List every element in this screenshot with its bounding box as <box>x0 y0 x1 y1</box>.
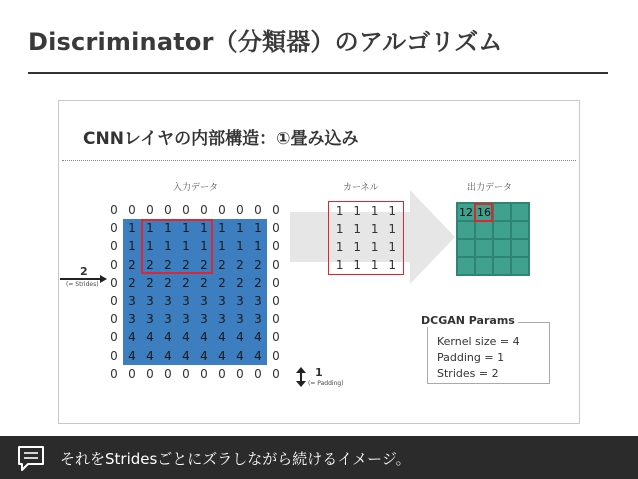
kernel-cell: 1 <box>370 258 379 272</box>
input-cell: 0 <box>218 366 226 381</box>
output-label: 出力データ <box>467 183 513 193</box>
output-cell <box>511 239 529 257</box>
input-cell: 0 <box>128 203 136 218</box>
kernel-cell: 1 <box>388 258 397 272</box>
input-cell: 0 <box>182 203 190 218</box>
input-cell: 2 <box>177 274 195 292</box>
input-cell: 4 <box>213 347 231 365</box>
input-cell: 2 <box>159 256 177 274</box>
input-cell: 1 <box>249 219 267 237</box>
output-cell <box>457 257 475 275</box>
slide-title: Discriminator（分類器）のアルゴリズム <box>28 28 503 56</box>
input-cell: 3 <box>159 310 177 328</box>
kernel-cell: 1 <box>388 204 397 218</box>
input-cell: 1 <box>249 237 267 255</box>
input-cell: 1 <box>177 219 195 237</box>
output-cell: 16 <box>475 203 493 221</box>
stride-value: 2 <box>80 265 88 278</box>
input-cell: 2 <box>123 274 141 292</box>
input-cell: 0 <box>254 203 262 218</box>
input-cell: 1 <box>123 237 141 255</box>
input-cell: 0 <box>272 330 280 345</box>
params-title: DCGAN Params <box>418 314 518 327</box>
input-cell: 0 <box>110 257 118 272</box>
stride-arrow-icon <box>60 275 108 283</box>
input-cell: 1 <box>159 219 177 237</box>
input-cell: 4 <box>195 347 213 365</box>
input-cell: 4 <box>123 347 141 365</box>
kernel-cell: 1 <box>335 204 344 218</box>
input-cell: 2 <box>123 256 141 274</box>
input-cell: 0 <box>110 203 118 218</box>
output-data-grid <box>456 202 530 276</box>
output-selection-box <box>474 203 493 222</box>
output-cell <box>493 239 511 257</box>
input-cell: 1 <box>159 237 177 255</box>
kernel-cell: 1 <box>353 240 362 254</box>
input-cell: 2 <box>177 256 195 274</box>
output-cell: 12 <box>457 203 475 221</box>
input-cell: 0 <box>272 203 280 218</box>
output-cell <box>475 239 493 257</box>
input-cell: 3 <box>123 292 141 310</box>
input-cell: 3 <box>195 292 213 310</box>
input-cell: 1 <box>195 219 213 237</box>
input-cell: 3 <box>213 310 231 328</box>
input-cell: 0 <box>110 294 118 309</box>
input-cell: 3 <box>141 310 159 328</box>
input-cell: 0 <box>200 203 208 218</box>
kernel-cell: 1 <box>335 222 344 236</box>
input-cell: 1 <box>141 237 159 255</box>
input-cell: 2 <box>159 274 177 292</box>
input-cell: 0 <box>182 366 190 381</box>
input-cell: 0 <box>146 366 154 381</box>
input-cell: 2 <box>195 256 213 274</box>
input-cell: 0 <box>272 312 280 327</box>
input-cell: 0 <box>110 330 118 345</box>
input-cell: 0 <box>218 203 226 218</box>
kernel-cell: 1 <box>388 240 397 254</box>
input-cell: 0 <box>110 366 118 381</box>
input-cell: 1 <box>195 237 213 255</box>
input-cell: 1 <box>141 219 159 237</box>
input-cell: 2 <box>195 274 213 292</box>
input-cell: 1 <box>123 219 141 237</box>
input-cell: 0 <box>272 221 280 236</box>
input-cell: 0 <box>272 366 280 381</box>
section-title: CNNレイヤの内部構造：①畳み込み <box>83 129 359 149</box>
kernel-cell: 1 <box>370 222 379 236</box>
input-cell: 1 <box>231 237 249 255</box>
input-cell: 4 <box>159 328 177 346</box>
output-cell <box>493 257 511 275</box>
input-cell: 0 <box>272 275 280 290</box>
input-cell: 0 <box>110 221 118 236</box>
input-cell: 4 <box>159 347 177 365</box>
output-cell <box>475 221 493 239</box>
input-cell: 0 <box>272 294 280 309</box>
chat-bubble-icon <box>16 444 46 472</box>
input-cell: 1 <box>213 219 231 237</box>
input-cell: 4 <box>141 347 159 365</box>
input-cell: 2 <box>231 274 249 292</box>
kernel-cell: 1 <box>335 258 344 272</box>
output-cell <box>475 257 493 275</box>
input-cell: 0 <box>200 366 208 381</box>
input-cell: 4 <box>231 328 249 346</box>
input-cell: 2 <box>213 256 231 274</box>
input-cell: 0 <box>128 366 136 381</box>
title-underline <box>28 72 608 74</box>
input-cell: 3 <box>159 292 177 310</box>
output-cell <box>511 257 529 275</box>
input-cell: 0 <box>110 312 118 327</box>
input-cell: 3 <box>177 310 195 328</box>
padding-value: 1 <box>315 366 323 379</box>
kernel-cell: 1 <box>370 204 379 218</box>
kernel-cell: 1 <box>353 204 362 218</box>
param-kernel-size: Kernel size = 4 <box>437 335 520 348</box>
input-cell: 3 <box>231 292 249 310</box>
kernel-cell: 1 <box>353 258 362 272</box>
input-cell: 0 <box>110 239 118 254</box>
output-cell <box>511 221 529 239</box>
input-cell: 0 <box>164 203 172 218</box>
param-padding: Padding = 1 <box>437 351 505 364</box>
input-cell: 4 <box>249 328 267 346</box>
input-cell: 3 <box>123 310 141 328</box>
input-cell: 0 <box>164 366 172 381</box>
kernel-cell: 1 <box>388 222 397 236</box>
input-cell: 4 <box>195 328 213 346</box>
input-cell: 0 <box>236 203 244 218</box>
input-cell: 0 <box>110 275 118 290</box>
input-cell: 4 <box>177 347 195 365</box>
input-cell: 4 <box>213 328 231 346</box>
input-cell: 4 <box>231 347 249 365</box>
output-cell <box>493 221 511 239</box>
input-cell: 0 <box>272 257 280 272</box>
input-cell: 2 <box>231 256 249 274</box>
input-cell: 3 <box>231 310 249 328</box>
dotted-divider <box>62 160 576 161</box>
kernel-cell: 1 <box>370 240 379 254</box>
input-cell: 2 <box>249 256 267 274</box>
input-selection-box <box>141 219 213 274</box>
input-cell: 4 <box>249 347 267 365</box>
input-cell: 1 <box>213 237 231 255</box>
input-cell: 1 <box>231 219 249 237</box>
input-cell: 4 <box>141 328 159 346</box>
input-cell: 0 <box>236 366 244 381</box>
stride-note: (= Strides) <box>66 281 99 288</box>
input-cell: 2 <box>249 274 267 292</box>
output-cell <box>511 203 529 221</box>
input-cell: 4 <box>123 328 141 346</box>
input-cell: 3 <box>141 292 159 310</box>
kernel-cell: 1 <box>335 240 344 254</box>
input-cell: 0 <box>272 239 280 254</box>
padding-note: (= Padding) <box>308 380 344 387</box>
kernel-label: カーネル <box>343 183 379 193</box>
input-cell: 3 <box>213 292 231 310</box>
input-label: 入力データ <box>173 183 219 193</box>
kernel-grid <box>328 201 404 275</box>
up-down-arrow-icon <box>296 367 306 387</box>
input-cell: 3 <box>195 310 213 328</box>
input-cell: 3 <box>249 310 267 328</box>
output-cell <box>457 221 475 239</box>
input-cell: 2 <box>141 256 159 274</box>
input-cell: 2 <box>141 274 159 292</box>
input-cell: 4 <box>177 328 195 346</box>
input-cell: 0 <box>146 203 154 218</box>
input-cell: 0 <box>254 366 262 381</box>
input-cell: 1 <box>177 237 195 255</box>
input-cell: 3 <box>249 292 267 310</box>
input-cell: 0 <box>272 348 280 363</box>
param-strides: Strides = 2 <box>437 367 499 380</box>
input-cell: 2 <box>213 274 231 292</box>
input-cell: 3 <box>177 292 195 310</box>
output-cell <box>493 203 511 221</box>
footer-text: それをStridesごとにズラしながら続けるイメージ。 <box>60 450 411 468</box>
kernel-cell: 1 <box>353 222 362 236</box>
input-cell: 0 <box>110 348 118 363</box>
output-cell <box>457 239 475 257</box>
